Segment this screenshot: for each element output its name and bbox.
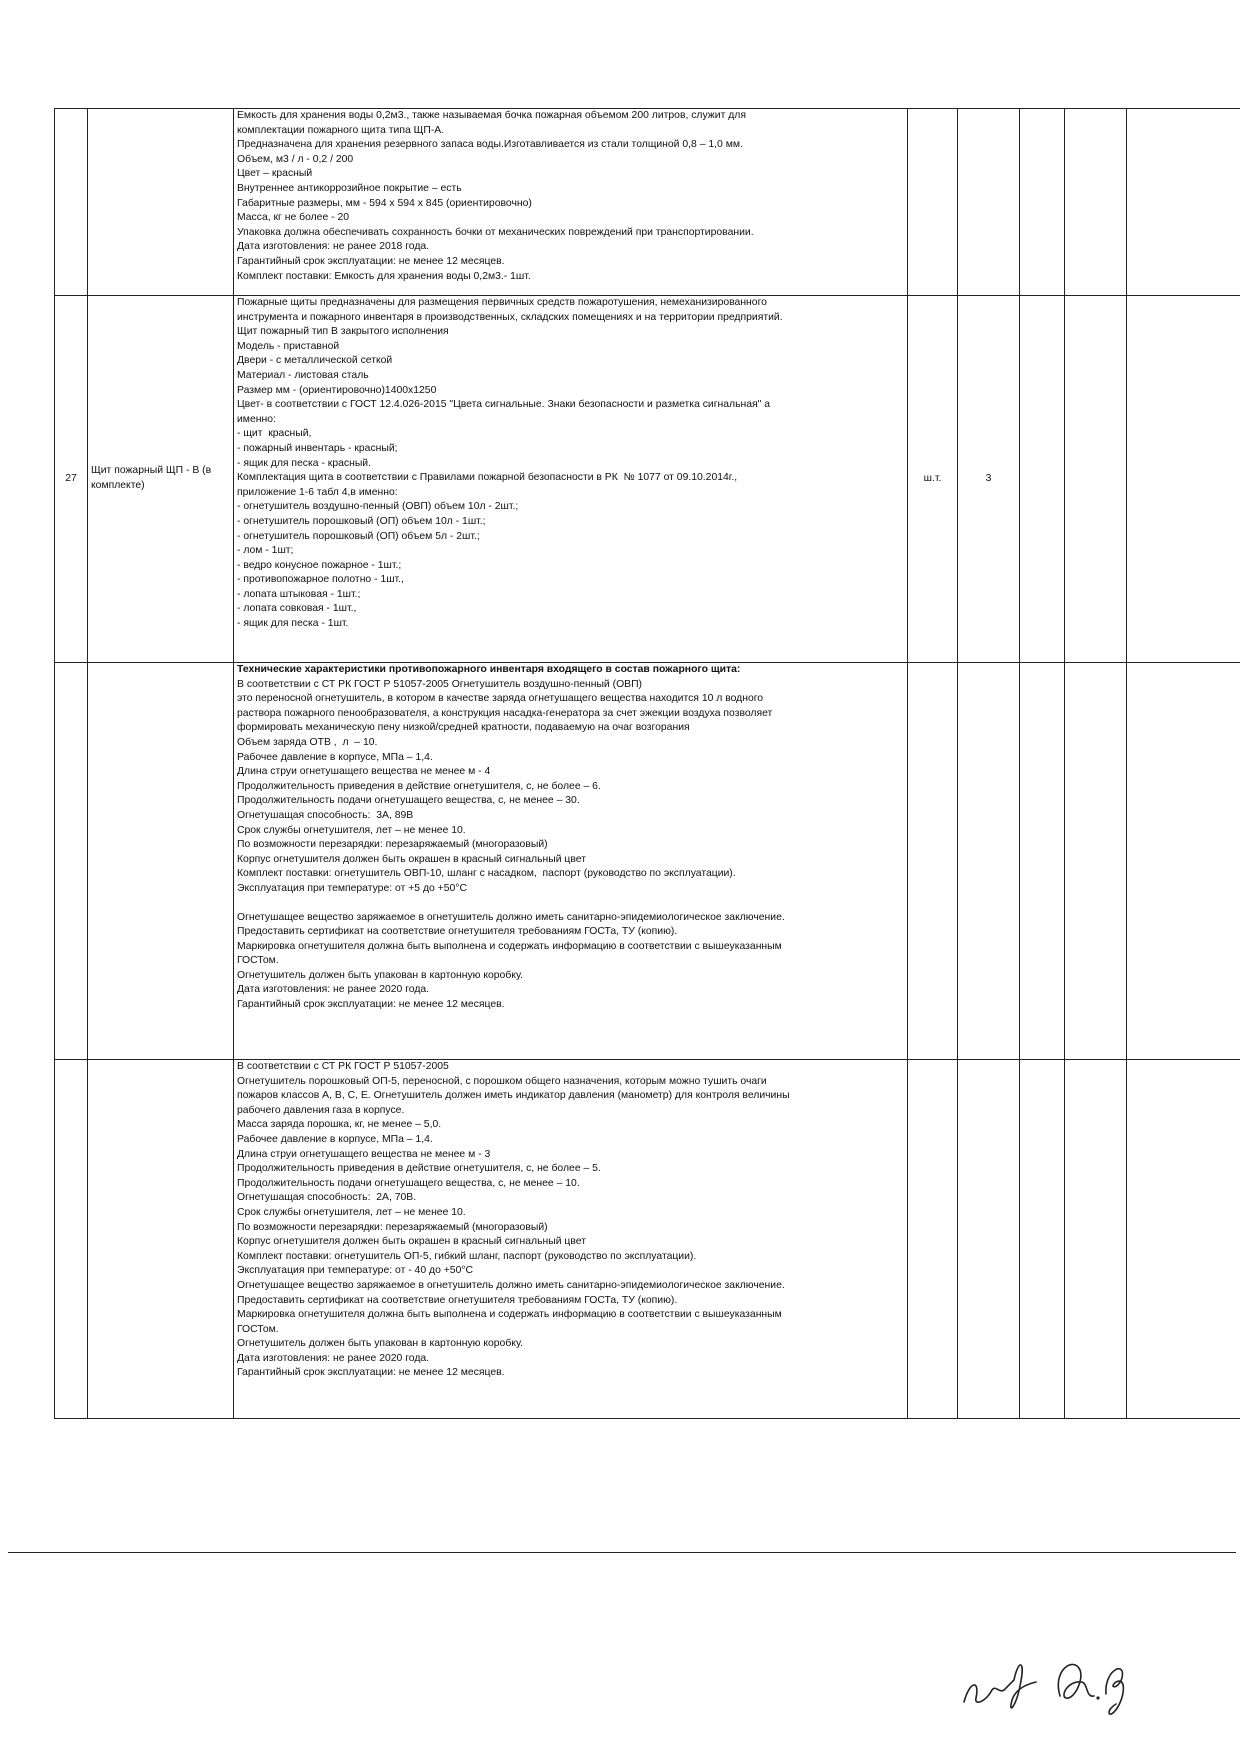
row-number: [55, 109, 88, 296]
spec-line: именно:: [237, 413, 276, 425]
spec-line: Щит пожарный тип В закрытого исполнения: [237, 326, 449, 338]
spec-line: Упаковка должна обеспечивать сохранность бочки от механических повреждений при транспортировании.: [237, 226, 754, 238]
spec-line: Огнетушащая способность: 3А, 89В: [237, 809, 414, 821]
spec-line: Объем заряда ОТВ , л – 10.: [237, 736, 378, 748]
quantity: [958, 109, 1020, 296]
spec-line: Дата изготовления: не ранее 2020 года.: [237, 984, 430, 996]
spec-line: Огнетушитель порошковый ОП-5, переносной, с порошком общего назначения, которым можно тушить очаги: [237, 1075, 767, 1087]
empty-cell: [1065, 109, 1127, 296]
spec-line: Цвет – красный: [237, 168, 313, 180]
spec-line: Пожарные щиты предназначены для размещения первичных средств пожаротушения, немеханизированного: [237, 297, 767, 308]
empty-cell: [1127, 1060, 1240, 1419]
item-name: Щит пожарный ЩП - В (в комплекте): [88, 296, 234, 663]
spec-line: - лопата штыковая - 1шт.;: [237, 588, 361, 600]
empty-cell: [1020, 296, 1065, 663]
spec-line: это переносной огнетушитель, в котором в качестве заряда огнетушащего вещества находится 10 л водного: [237, 693, 764, 705]
spec-line: Материал - листовая сталь: [237, 369, 369, 381]
spec-line: Модель - приставной: [237, 340, 340, 352]
spec-line: Комплект поставки: огнетушитель ОВП-10, шланг с насадком, паспорт (руководство по эксплуатации).: [237, 868, 736, 880]
spec-line: - ящик для песка - 1шт.: [237, 618, 349, 630]
spec-line: Предоставить сертификат на соответствие огнетушителя требованиям ГОСТа, ТУ (копию).: [237, 1294, 678, 1306]
spec-line: Маркировка огнетушителя должна быть выполнена и содержать информацию в соответствии с вышеуказанным: [237, 940, 782, 952]
spec-line: Маркировка огнетушителя должна быть выполнена и содержать информацию в соответствии с вышеуказанным: [237, 1309, 782, 1321]
table-row: [55, 1060, 1240, 1419]
spec-table: [54, 108, 1240, 1419]
spec-line: Продолжительность приведения в действие огнетушителя, с, не более – 6.: [237, 780, 601, 792]
spec-line: Огнетушитель должен быть упакован в картонную коробку.: [237, 1338, 523, 1350]
spec-line: - пожарный инвентарь - красный;: [237, 442, 398, 454]
spec-line: Гарантийный срок эксплуатации: не менее 12 месяцев.: [237, 255, 505, 267]
spec-line: Двери - с металлической сеткой: [237, 355, 393, 367]
spec-line: комплектации пожарного щита типа ЩП-А.: [237, 124, 445, 136]
empty-cell: [1065, 1060, 1127, 1419]
quantity: [958, 663, 1020, 1060]
page-divider: [8, 1552, 1236, 1553]
row-number: 27: [55, 296, 88, 663]
spec-line: инструмента и пожарного инвентаря в производственных, складских помещениях и на территории предприятий.: [237, 311, 783, 323]
spec-line: - лопата совковая - 1шт.,: [237, 603, 357, 615]
row-number: [55, 1060, 88, 1419]
spec-line: - огнетушитель воздушно-пенный (ОВП) объем 10л - 2шт.;: [237, 501, 519, 513]
spec-line: - лом - 1шт;: [237, 545, 294, 557]
spec-line: Масса, кг не более - 20: [237, 212, 350, 224]
spec-line: - противопожарное полотно - 1шт.,: [237, 574, 404, 586]
unit: [908, 663, 958, 1060]
empty-cell: [1127, 296, 1240, 663]
spec-line: Корпус огнетушителя должен быть окрашен в красный сигнальный цвет: [237, 1236, 586, 1248]
spec-line: рабочего давления газа в корпусе.: [237, 1104, 405, 1116]
spec-line: Срок службы огнетушителя, лет – не менее 10.: [237, 1206, 466, 1218]
unit: [908, 109, 958, 296]
spec-line: Комплект поставки: огнетушитель ОП-5, гибкий шланг, паспорт (руководство по эксплуатации).: [237, 1250, 697, 1262]
spec-line: Масса заряда порошка, кг, не менее – 5,0.: [237, 1119, 442, 1131]
spec-line: Длина струи огнетушащего вещества не менее м - 4: [237, 766, 491, 778]
spec-line: Огнетушащее вещество заряжаемое в огнетушитель должно иметь санитарно-эпидемиологическое заключение.: [237, 911, 785, 923]
spec-line: Дата изготовления: не ранее 2018 года.: [237, 241, 430, 253]
spec-line: Рабочее давление в корпусе, МПа – 1,4.: [237, 1133, 433, 1145]
spec-line: - огнетушитель порошковый (ОП) объем 10л - 1шт.;: [237, 515, 486, 527]
quantity: 3: [958, 296, 1020, 663]
spec-line: Продолжительность подачи огнетушащего вещества, с, не менее – 10.: [237, 1177, 580, 1189]
spec-line: формировать механическую пену низкой/средней кратности, подаваемую на очаг возгорания: [237, 722, 690, 734]
spec-line: Эксплуатация при температуре: от +5 до +50°С: [237, 882, 467, 894]
spacer: [237, 897, 904, 911]
spec-line: - огнетушитель порошковый (ОП) объем 5л - 2шт.;: [237, 530, 480, 542]
spec-line: Гарантийный срок эксплуатации: не менее 12 месяцев.: [237, 1367, 505, 1379]
spec-line: В соответствии с СТ РК ГОСТ Р 51057-2005: [237, 1061, 449, 1072]
spec-line: Комплектация щита в соответствии с Правилами пожарной безопасности в РК № 1077 от 09.10.2014г.,: [237, 472, 738, 484]
empty-cell: [1065, 663, 1127, 1060]
spec-line: Огнетушитель должен быть упакован в картонную коробку.: [237, 969, 523, 981]
empty-cell: [1020, 1060, 1065, 1419]
signature-mark: [956, 1640, 1136, 1720]
spec-line: Рабочее давление в корпусе, МПа – 1,4.: [237, 751, 433, 763]
item-name: [88, 1060, 234, 1419]
spec-line: Внутреннее антикоррозийное покрытие – есть: [237, 182, 462, 194]
spec-line: Размер мм - (ориентировочно)1400x1250: [237, 384, 437, 396]
spec-heading: Технические характеристики противопожарного инвентаря входящего в состав пожарного щита:: [237, 664, 741, 675]
empty-cell: [1020, 663, 1065, 1060]
spec-line: Длина струи огнетушащего вещества не менее м - 3: [237, 1148, 491, 1160]
spec-line: приложение 1-6 табл 4,в именно:: [237, 486, 398, 498]
spec-line: - щит красный,: [237, 428, 312, 440]
spec-line: Цвет- в соответствии с ГОСТ 12.4.026-2015 "Цвета сигнальные. Знаки безопасности и разметка сигнальная" а: [237, 399, 771, 411]
spec-line: Дата изготовления: не ранее 2020 года.: [237, 1352, 430, 1364]
spec-line: Предоставить сертификат на соответствие огнетушителя требованиям ГОСТа, ТУ (копию).: [237, 926, 678, 938]
item-specification: [234, 663, 908, 1060]
spec-line: ГОСТом.: [237, 1323, 279, 1335]
empty-cell: [1127, 663, 1240, 1060]
spec-line: По возможности перезарядки: перезаряжаемый (многоразовый): [237, 1221, 548, 1233]
spec-line: Эксплуатация при температуре: от - 40 до +50°С: [237, 1265, 474, 1277]
spec-line: Продолжительность приведения в действие огнетушителя, с, не более – 5.: [237, 1163, 601, 1175]
row-number: [55, 663, 88, 1060]
table-row: [55, 109, 1240, 296]
item-specification: [234, 1060, 908, 1419]
spec-line: По возможности перезарядки: перезаряжаемый (многоразовый): [237, 839, 548, 851]
unit: [908, 1060, 958, 1419]
spec-line: Огнетушащее вещество заряжаемое в огнетушитель должно иметь санитарно-эпидемиологическое заключение.: [237, 1279, 785, 1291]
spec-line: Габаритные размеры, мм - 594 x 594 x 845 (ориентировочно): [237, 197, 532, 209]
spec-line: Емкость для хранения воды 0,2м3., также называемая бочка пожарная объемом 200 литров, служит для: [237, 110, 746, 121]
spec-line: В соответствии с СТ РК ГОСТ Р 51057-2005 Огнетушитель воздушно-пенный (ОВП): [237, 678, 643, 690]
spec-line: Продолжительность подачи огнетушащего вещества, с, не менее – 30.: [237, 795, 580, 807]
quantity: [958, 1060, 1020, 1419]
spec-line: Срок службы огнетушителя, лет – не менее 10.: [237, 824, 466, 836]
item-specification: [234, 296, 908, 663]
unit: ш.т.: [908, 296, 958, 663]
table-row: [55, 663, 1240, 1060]
item-name: [88, 109, 234, 296]
spec-line: - ведро конусное пожарное - 1шт.;: [237, 559, 402, 571]
spec-line: пожаров классов А, В, С, Е. Огнетушитель должен иметь индикатор давления (манометр) для контроля величины: [237, 1090, 790, 1102]
empty-cell: [1127, 109, 1240, 296]
spec-line: Корпус огнетушителя должен быть окрашен в красный сигнальный цвет: [237, 853, 586, 865]
spec-line: Предназначена для хранения резервного запаса воды.Изготавливается из стали толщиной 0,8 – 1,0 мм.: [237, 139, 743, 151]
item-specification: [234, 109, 908, 296]
spec-line: ГОСТом.: [237, 955, 279, 967]
empty-cell: [1020, 109, 1065, 296]
spec-line: Комплект поставки: Емкость для хранения воды 0,2м3.- 1шт.: [237, 270, 531, 282]
spec-line: Объем, м3 / л - 0,2 / 200: [237, 153, 354, 165]
spec-line: - ящик для песка - красный.: [237, 457, 371, 469]
empty-cell: [1065, 296, 1127, 663]
spec-line: раствора пожарного пенообразователя, а конструкция насадка-генератора за счет эжекции воздуха позволяет: [237, 707, 773, 719]
spec-line: Огнетушащая способность: 2А, 70В.: [237, 1192, 417, 1204]
item-name: [88, 663, 234, 1060]
spec-line: Гарантийный срок эксплуатации: не менее 12 месяцев.: [237, 999, 505, 1011]
table-row: [55, 296, 1240, 663]
